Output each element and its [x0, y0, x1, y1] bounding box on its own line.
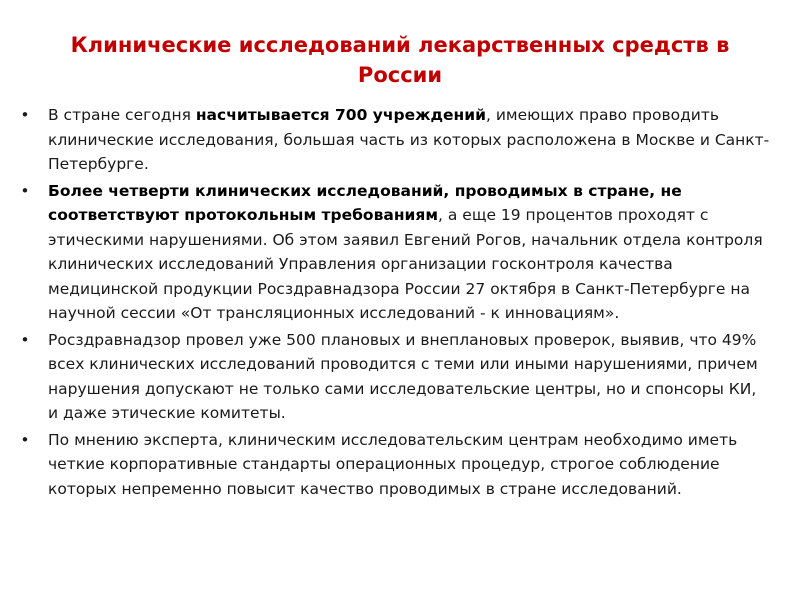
bullet-text-2	[48, 179, 770, 326]
bullet-1-segment-2-bold: насчитывается 700 учреждений	[195, 106, 486, 124]
bullet-3-segment-1: Росздравнадзор провел уже 500 плановых и внеплановых проверок, выявив, что 49% всех клинических исследований проводится с теми или иными нарушениями, причем нарушения допускают не только сами исследовательские центры, но и спонсоры КИ, и даже этические комитеты.	[48, 330, 758, 422]
bullet-4-segment-1: По мнению эксперта, клиническим исследовательским центрам необходимо иметь четкие корпоративные стандарты операционных процедур, строгое соблюдение которых непременно повысит качество проводимых в стране исследований.	[48, 430, 738, 498]
slide-title	[40, 30, 760, 90]
bullet-2-segment-2: , а еще 19 процентов проходят с этическими нарушениями. Об этом заявил Евгений Рогов, начальник отдела контроля клинических исследований Управления организации госконтроля качества медицинской продукции Росздравнадзора России 27 октября в Санкт-Петербурге на научной сессии «От трансляционных исследований - к инновациям».	[48, 206, 763, 322]
bullet-item-1	[0, 103, 800, 177]
bullet-text-3	[48, 328, 770, 426]
bullet-marker: •	[20, 106, 30, 124]
bullet-text-1	[48, 103, 770, 177]
bullet-marker: •	[20, 430, 30, 449]
bullet-marker: •	[20, 330, 30, 349]
bullet-text-4	[48, 428, 770, 502]
bullet-2-segment-1-bold: Более четверти клинических исследований, проводимых в стране, не соответствуют протокольным требованиям	[48, 181, 682, 224]
bullet-item-2	[0, 179, 800, 326]
bullet-marker: •	[20, 181, 30, 200]
bullet-1-segment-1: В стране сегодня	[48, 106, 196, 124]
bullet-list	[0, 103, 800, 503]
bullet-item-3	[0, 328, 800, 426]
slide-title-line-2: России	[357, 63, 443, 87]
slide-title-line-1: Клинические исследований лекарственных средств в	[70, 33, 730, 57]
bullet-item-4	[0, 428, 800, 502]
bullet-1-segment-3: , имеющих право проводить клинические исследования, большая часть из которых расположена в Москве и Санкт-Петербурге.	[48, 106, 770, 173]
